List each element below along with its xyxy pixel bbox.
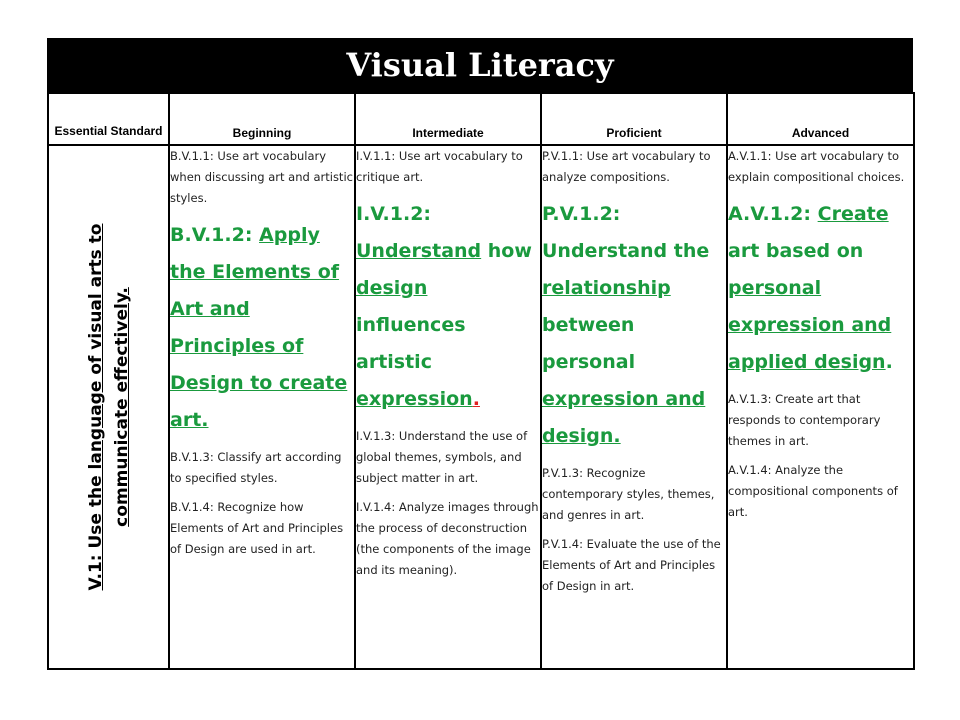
slide-frame [47,38,913,670]
objective-code: B.V.1.2: [170,224,260,246]
objective-a-v-1-2 [728,196,913,381]
objective-b-v-1-3: B.V.1.3: Classify art according to specified styles. [170,450,342,485]
objective-a-v-1-4: A.V.1.4: Analyze the compositional components of art. [728,463,898,519]
objective-text: art based on [728,240,864,262]
objective-code: I.V.1.2: [356,203,432,225]
proficient-cell [541,145,727,669]
essential-standard-text: V.1: Use the language of visual arts to communicate effectively. [85,223,132,591]
objective-link-understand[interactable]: Understand [356,240,482,262]
objective-p-v-1-4: P.V.1.4: Evaluate the use of the Elements of Art and Principles of Design in art. [542,537,721,593]
beginning-cell [169,145,355,669]
objective-text: between personal [542,314,636,373]
header-intermediate: Intermediate [355,93,541,145]
objective-code: A.V.1.2: [728,203,818,225]
objective-link-relationship[interactable]: relationship [542,277,671,299]
objective-text: influences artistic [356,314,466,373]
objective-p-v-1-2 [542,196,726,455]
header-beginning: Beginning [169,93,355,145]
objective-i-v-1-1: I.V.1.1: Use art vocabulary to critique art. [356,149,523,184]
essential-standard-cell [48,145,169,669]
objective-i-v-1-3: I.V.1.3: Understand the use of global themes, symbols, and subject matter in art. [356,429,528,485]
objective-link-expression[interactable]: expression [356,388,473,410]
header-proficient: Proficient [541,93,727,145]
page-title: Visual Literacy [346,46,614,84]
objective-link-expression-design[interactable]: expression and design. [542,388,706,447]
objective-a-v-1-3: A.V.1.3: Create art that responds to contemporary themes in art. [728,392,881,448]
objective-text: how [481,240,532,262]
objective-p-v-1-1: P.V.1.1: Use art vocabulary to analyze compositions. [542,149,711,184]
intermediate-cell [355,145,541,669]
objective-p-v-1-3: P.V.1.3: Recognize contemporary styles, themes, and genres in art. [542,466,715,522]
objective-period: . [472,388,480,410]
objective-b-v-1-4: B.V.1.4: Recognize how Elements of Art and Principles of Design are used in art. [170,500,344,556]
advanced-cell [727,145,914,669]
header-row [48,93,914,145]
header-advanced: Advanced [727,93,914,145]
objective-a-v-1-1: A.V.1.1: Use art vocabulary to explain compositional choices. [728,149,905,184]
objective-link[interactable]: Apply the Elements of Art and Principles of Design to create art. [170,224,348,431]
objective-b-v-1-2 [170,217,354,439]
objective-link-create[interactable]: Create [817,203,889,225]
objective-b-v-1-1: B.V.1.1: Use art vocabulary when discussing art and artistic styles. [170,149,353,205]
standards-table [47,92,915,670]
objective-i-v-1-2 [356,196,540,418]
header-essential-standard: Essential Standard [48,93,169,145]
standard-row [48,145,914,669]
objective-text: P.V.1.2: Understand the [542,203,710,262]
objective-link-design[interactable]: design [356,277,428,299]
objective-i-v-1-4: I.V.1.4: Analyze images through the process of deconstruction (the components of the image and its meaning). [356,500,539,577]
objective-period: . [885,351,893,373]
objective-link-personal-expression[interactable]: personal expression and applied design [728,277,892,373]
